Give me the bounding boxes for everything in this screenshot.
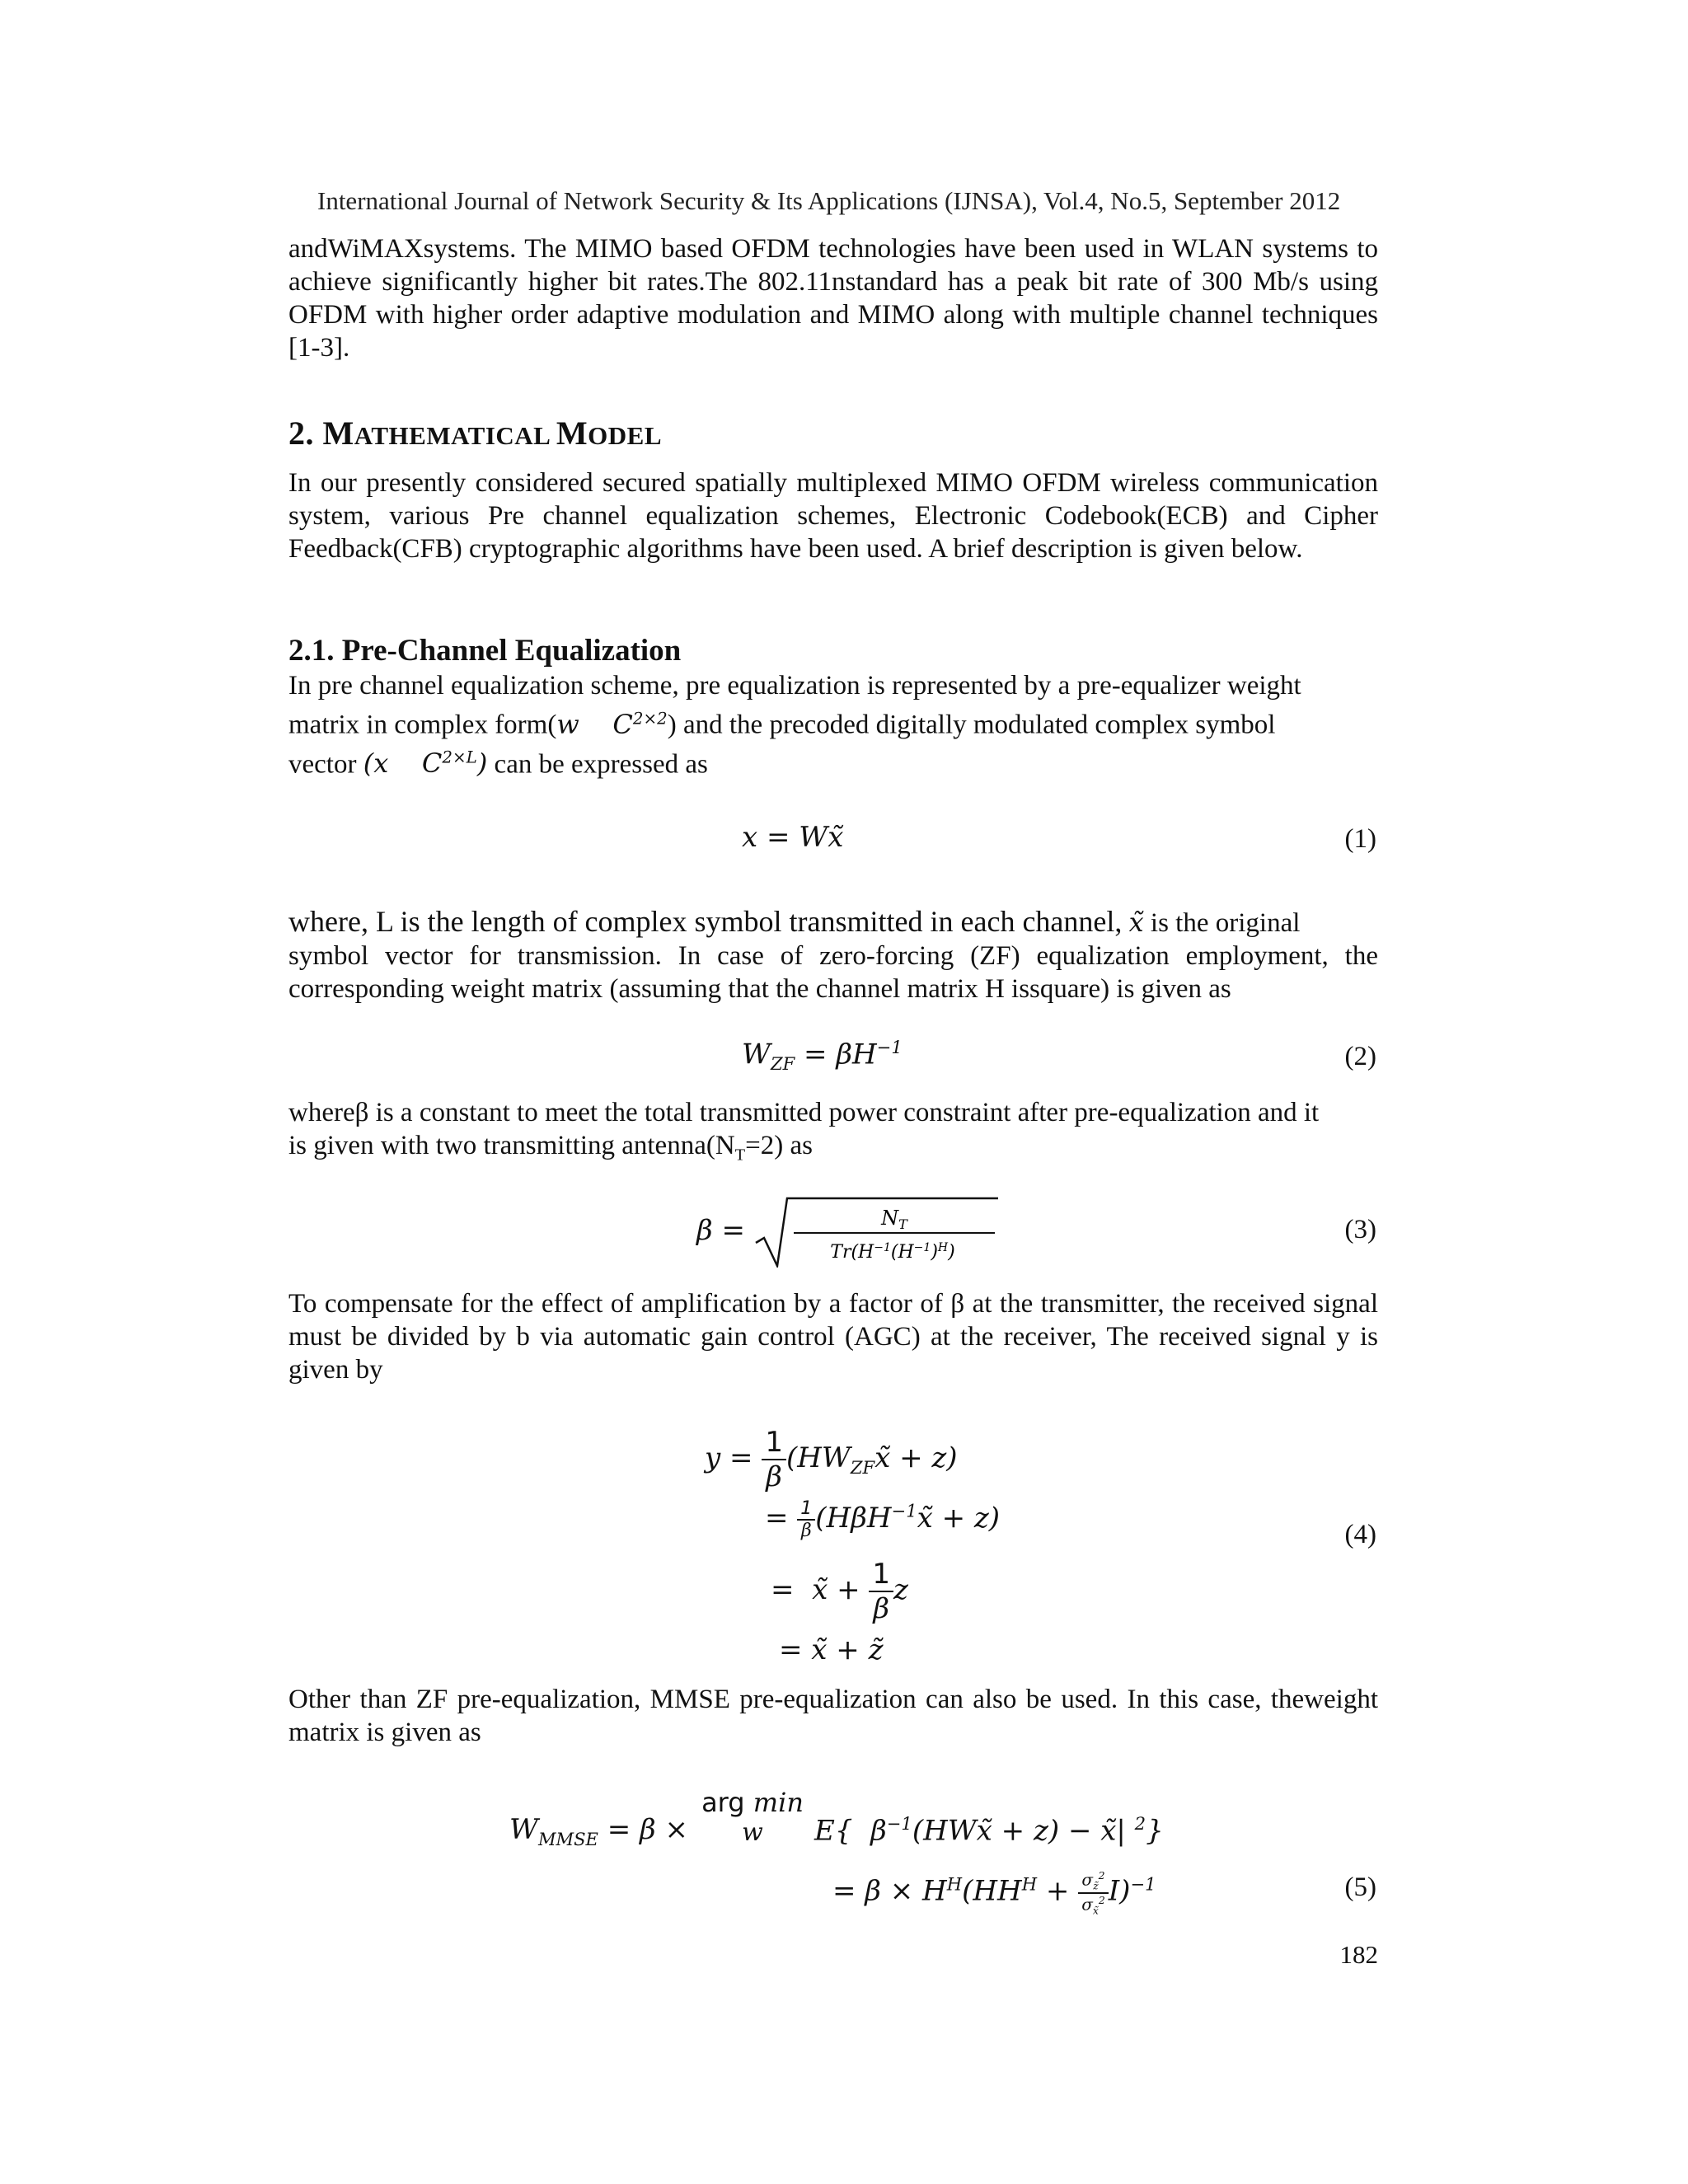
intro-text: andWiMAXsystems. The MIMO based OFDM technologies have been used in WLAN systems to achieve significantly higher bit rates.The 802.11nstandard has a peak bit rate of 300 Mb/s using OFDM with higher order adaptive modulation and MIMO along with multiple channel techniques [1-3].	[288, 234, 1378, 363]
svg-text:NT: $N_T$	[880, 1207, 907, 1232]
equation-5-line1: $W_{MMSE} = \beta$ ×	[509, 1813, 689, 1849]
paragraph-after-eq2	[288, 1096, 1378, 1172]
inline-math-xtilde: x̃	[1128, 907, 1144, 938]
eq4-explanation: Other than ZF pre-equalization, MMSE pre-equalization can also be used. In this case, theweight matrix is given as	[288, 1685, 1378, 1747]
eq3-explanation: To compensate for the effect of amplification by a factor of β at the transmitter, the received signal must be divided by b via automatic gain control (AGC) at the receiver, The received signal y is given by	[288, 1289, 1378, 1385]
section-title-cap2: M	[556, 415, 588, 452]
equation-4-number: (4)	[1344, 1520, 1376, 1549]
equation-5-number: (5)	[1344, 1872, 1376, 1902]
argmin-operator: arg min w	[701, 1787, 804, 1847]
equation-4-line1: y = $\frac{1}{\beta}$ $(HW_{ZF}x̃ + z)$	[705, 1426, 958, 1493]
eq1-explanation-line1	[288, 905, 1378, 940]
eq2-line2-subscript: T	[734, 1146, 746, 1165]
inline-math-w: w $C^{2\times 2}$	[556, 708, 668, 740]
eq2-explanation-line2	[288, 1129, 1378, 1172]
equation-3: β = $N_T$ $Tr(H^{-1}(H^{-1})^H)$	[696, 1193, 1001, 1268]
intro-paragraph	[288, 232, 1378, 364]
equation-5-line2: = $\beta \times H^H(HH^H$ + $\frac{\sigma_{z̃}^2}{\sigma_{x̃}^2}$ I)$^{-1}$	[832, 1869, 1156, 1917]
equation-4-line4: = x̃ + z̃	[779, 1633, 884, 1666]
section-paragraph	[288, 466, 1378, 565]
paragraph-after-eq4	[288, 1683, 1378, 1749]
subsection-line2	[288, 702, 1378, 742]
subsection-line1: In pre channel equalization scheme, pre equalization is represented by a pre-equalizer weight	[288, 671, 1301, 701]
inline-math-x: (x $C^{2\times L}$)	[363, 748, 488, 780]
eq2-line2-text-b: =2) as	[745, 1131, 813, 1160]
subsection-paragraph	[288, 669, 1378, 780]
eq1-explanation-rest: symbol vector for transmission. In case of zero-forcing (ZF) equalization employment, the corresponding weight matrix (assuming that the channel matrix H issquare) is given as	[288, 941, 1378, 1004]
equation-1-number: (1)	[1344, 824, 1376, 854]
subsection-line3	[288, 742, 1378, 781]
equation-5-expectation: E{ $\beta^{-1}(HWx̃ + z)$ − x̃| $^2$}	[814, 1813, 1164, 1848]
section-title-small2: ODEL	[588, 421, 663, 450]
equation-3-number: (3)	[1344, 1215, 1376, 1244]
line2-text-a: matrix in complex form(	[288, 710, 557, 740]
equation-4-line3: = x̃ + $\frac{1}{\beta}$ z	[771, 1558, 908, 1625]
section-title-small1: ATHEMATICAL	[354, 421, 556, 450]
equation-2-number: (2)	[1344, 1042, 1376, 1071]
svg-text:Tr(H−1(H−1)H): $Tr(H^{-1}(H^{-1})^H)$	[830, 1241, 955, 1263]
running-header: International Journal of Network Security & Its Applications (IJNSA), Vol.4, No.5, September 2012	[317, 186, 1341, 215]
sqrt-symbol	[754, 1193, 1001, 1268]
equation-4-line2: = $\frac{1}{\beta}$ (HβH$^{-1}$x̃ + z)	[765, 1498, 1001, 1541]
section-number: 2.	[288, 415, 314, 452]
equation-2: $W_{ZF} = \beta H^{-1}$	[742, 1037, 903, 1075]
subsection-heading: 2.1. Pre-Channel Equalization	[288, 634, 682, 668]
eq1-tail-text: is the original	[1143, 908, 1301, 938]
page-number: 182	[1339, 1940, 1378, 1969]
paragraph-after-eq1	[288, 905, 1378, 1005]
eq2-line2-text-a: is given with two transmitting antenna(N	[288, 1131, 735, 1160]
paragraph-after-eq3	[288, 1287, 1378, 1386]
section-heading	[288, 414, 662, 452]
line2-text-b: ) and the precoded digitally modulated complex symbol	[667, 710, 1276, 740]
line3-text-b: can be expressed as	[487, 749, 708, 780]
section-title-cap1: M	[322, 415, 354, 452]
equation-1: x = Wx̃	[742, 821, 844, 854]
eq1-lead-text: where, L is the length of complex symbol transmitted in each channel,	[288, 905, 1123, 938]
eq2-explanation-line1: whereβ is a constant to meet the total transmitted power constraint after pre-equalization and it	[288, 1098, 1320, 1127]
section-text: In our presently considered secured spatially multiplexed MIMO OFDM wireless communication system, various Pre channel equalization schemes, Electronic Codebook(ECB) and Cipher Feedback(CFB) cryptographic algorithms have been used. A brief description is given below.	[288, 468, 1378, 564]
line3-text-a: vector	[288, 749, 363, 780]
